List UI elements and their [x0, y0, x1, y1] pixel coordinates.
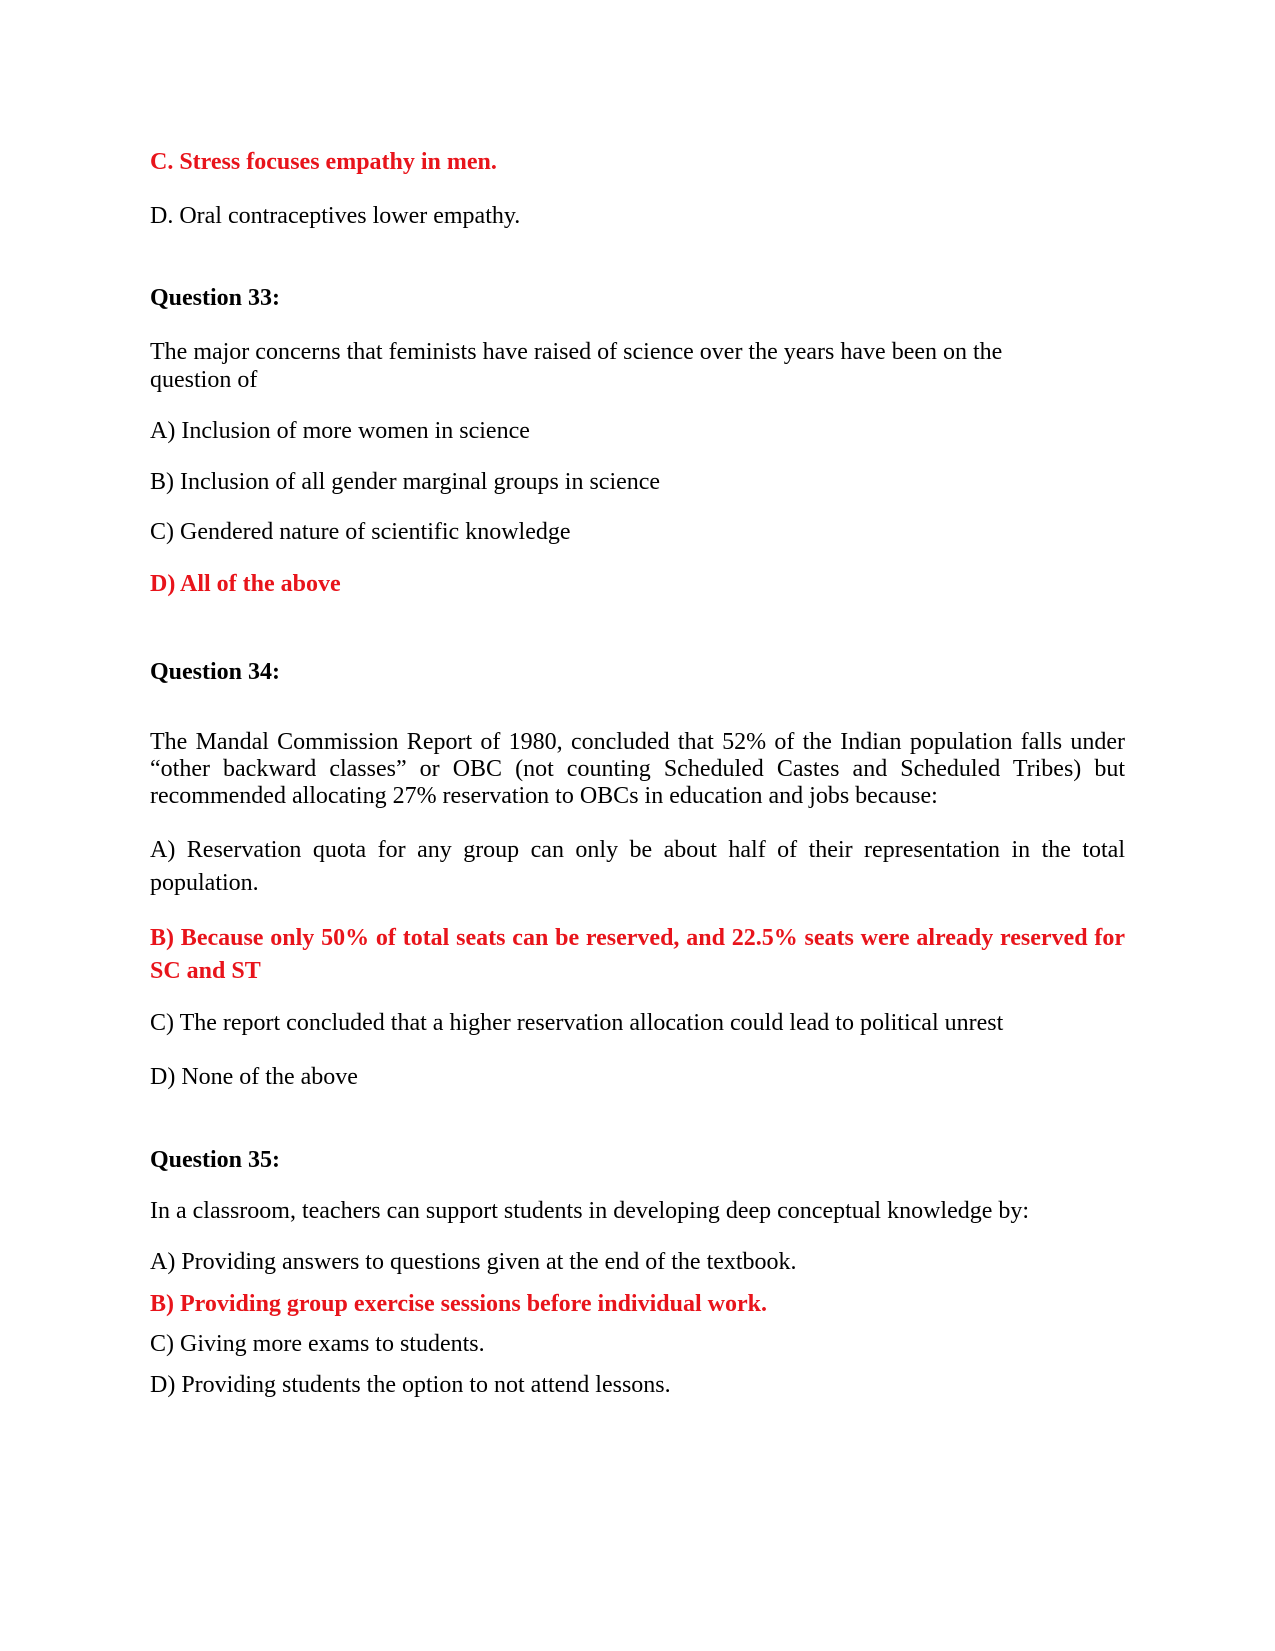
q34-option-c: C) The report concluded that a higher reservation allocation could lead to political unrest — [150, 1010, 1004, 1036]
q32-option-d: D. Oral contraceptives lower empathy. — [150, 203, 521, 229]
q35-option-d: D) Providing students the option to not attend lessons. — [150, 1372, 671, 1398]
q35-option-c: C) Giving more exams to students. — [150, 1331, 485, 1357]
q35-option-a: A) Providing answers to questions given at the end of the textbook. — [150, 1249, 797, 1275]
q34-stem: The Mandal Commission Report of 1980, concluded that 52% of the Indian population falls under “other backward classes” or OBC (not counting Scheduled Castes and Scheduled Tribes) but recommended allocating 27% reservation to OBCs in education and jobs because: — [150, 729, 1125, 809]
q33-option-d-correct: D) All of the above — [150, 571, 341, 597]
q34-option-a: A) Reservation quota for any group can only be about half of their representation in the total population. — [150, 837, 1125, 896]
q34-option-d: D) None of the above — [150, 1064, 358, 1090]
q33-option-c: C) Gendered nature of scientific knowledge — [150, 519, 571, 545]
q35-stem: In a classroom, teachers can support students in developing deep conceptual knowledge by: — [150, 1198, 1030, 1224]
q35-heading: Question 35: — [150, 1147, 281, 1173]
q33-option-b: B) Inclusion of all gender marginal groups in science — [150, 469, 661, 495]
q32-option-c-correct: C. Stress focuses empathy in men. — [150, 149, 497, 175]
q33-option-a: A) Inclusion of more women in science — [150, 418, 530, 444]
q34-heading: Question 34: — [150, 659, 281, 685]
q34-option-b-correct: B) Because only 50% of total seats can be reserved, and 22.5% seats were already reserved for SC and ST — [150, 925, 1125, 984]
q33-stem: The major concerns that feminists have raised of science over the years have been on the question of — [150, 339, 1003, 393]
q35-option-b-correct: B) Providing group exercise sessions before individual work. — [150, 1291, 767, 1317]
q33-heading: Question 33: — [150, 285, 281, 311]
